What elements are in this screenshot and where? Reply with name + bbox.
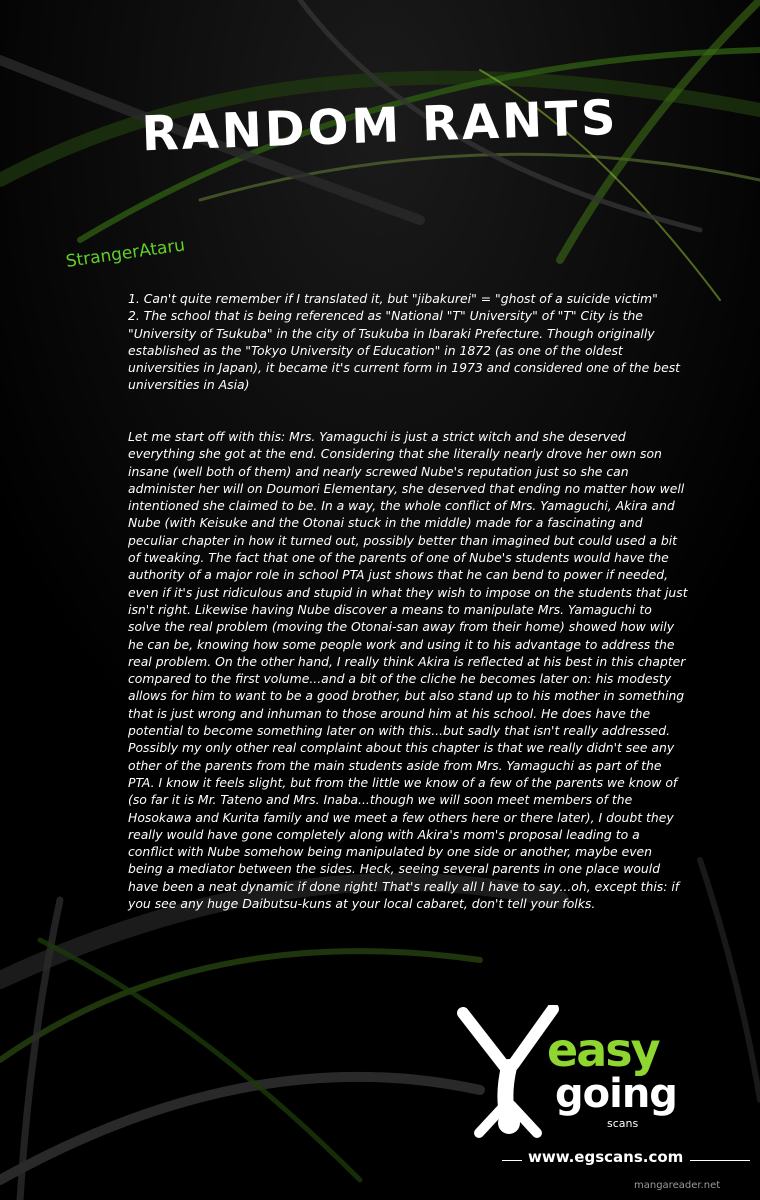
divider-line xyxy=(502,1160,522,1161)
rant-paragraph: Let me start off with this: Mrs. Yamaguchi is just a strict witch and she deserved everything she got at the end. Considering that she literally nearly drove her own son insane (well both of them) and nearly screwed Nube's reputation just so she can administer her will on Doumori Elementary, she deserved that ending no matter how well intentioned she claimed to be. In a way, the whole conflict of Mrs. Yamaguchi, Akira and Nube (with Keisuke and the Otonai stuck in the middle) made for a fascinating and peculiar chapter in how it turned out, possibly better than imagined but could used a bit of tweaking. The fact that one of the parents of one of Nube's students would have the authority of a major role in school PTA just shows that he can bend to power if needed, even if it's just ridiculous and stupid in what they wish to impose on the students that just isn't right. Likewise having Nube discover a means to manipulate Mrs. Yamaguchi to solve the real problem (moving the Otonai-san away from their home) showed how wily he can be, knowing how some people work and using it to his advantage to address the real problem. On the other hand, I really think Akira is reflected at his best in this chapter compared to the first volume...and a bit of the cliche he becomes later on: his modesty allows for him to want to be a good brother, but also stand up to his mother in something that is just wrong and inhuman to those around him at his school. He does have the potential to become something later on with this...but sadly that isn't really addressed. Possibly my only other real complaint about this chapter is that we really didn't see any other of the parents from the main students aside from Mrs. Yamaguchi as part of the PTA. I know it feels slight, but from the little we know of a few of the parents we know of (so far it is Mr. Tateno and Mrs. Inaba...though we will soon meet members of the Hosokawa and Kurita family and we meet a few others here or there later), I doubt they really would have gone completely along with Akira's mom's proposal leading to a conflict with Nube somehow being manipulated by one side or another, maybe even being a mediator between the sides. Heck, seeing several parents in one place would have been a neat dynamic if done right! That's really all I have to say...oh, except this: if you see any huge Daibutsu-kuns at your local cabaret, don't tell your folks. xyxy=(128,429,688,912)
logo-word-going: going xyxy=(555,1071,677,1117)
note-item: 1. Can't quite remember if I translated it, but "jibakurei" = "ghost of a suicide victim" xyxy=(128,291,658,306)
author-name: StrangerAtaru xyxy=(64,235,187,272)
site-url: www.egscans.com xyxy=(528,1148,684,1166)
easy-going-scans-logo xyxy=(455,1005,695,1145)
translation-notes xyxy=(128,290,688,394)
note-item: 2. The school that is being referenced as "National "T" University" of "T" City is the "University of Tsukuba" in the city of Tsukuba in Ibaraki Prefecture. Though originally established as the "Tokyo University of Education" in 1872 (as one of the oldest universities in Japan), it became it's current form in 1973 and considered one of the best universities in Asia) xyxy=(128,308,681,393)
divider-line xyxy=(690,1160,750,1161)
logo-word-easy: easy xyxy=(547,1023,659,1077)
page-title: RANDOM RANTS xyxy=(140,89,620,163)
logo-word-scans: scans xyxy=(607,1117,639,1130)
watermark: mangareader.net xyxy=(634,1180,721,1191)
